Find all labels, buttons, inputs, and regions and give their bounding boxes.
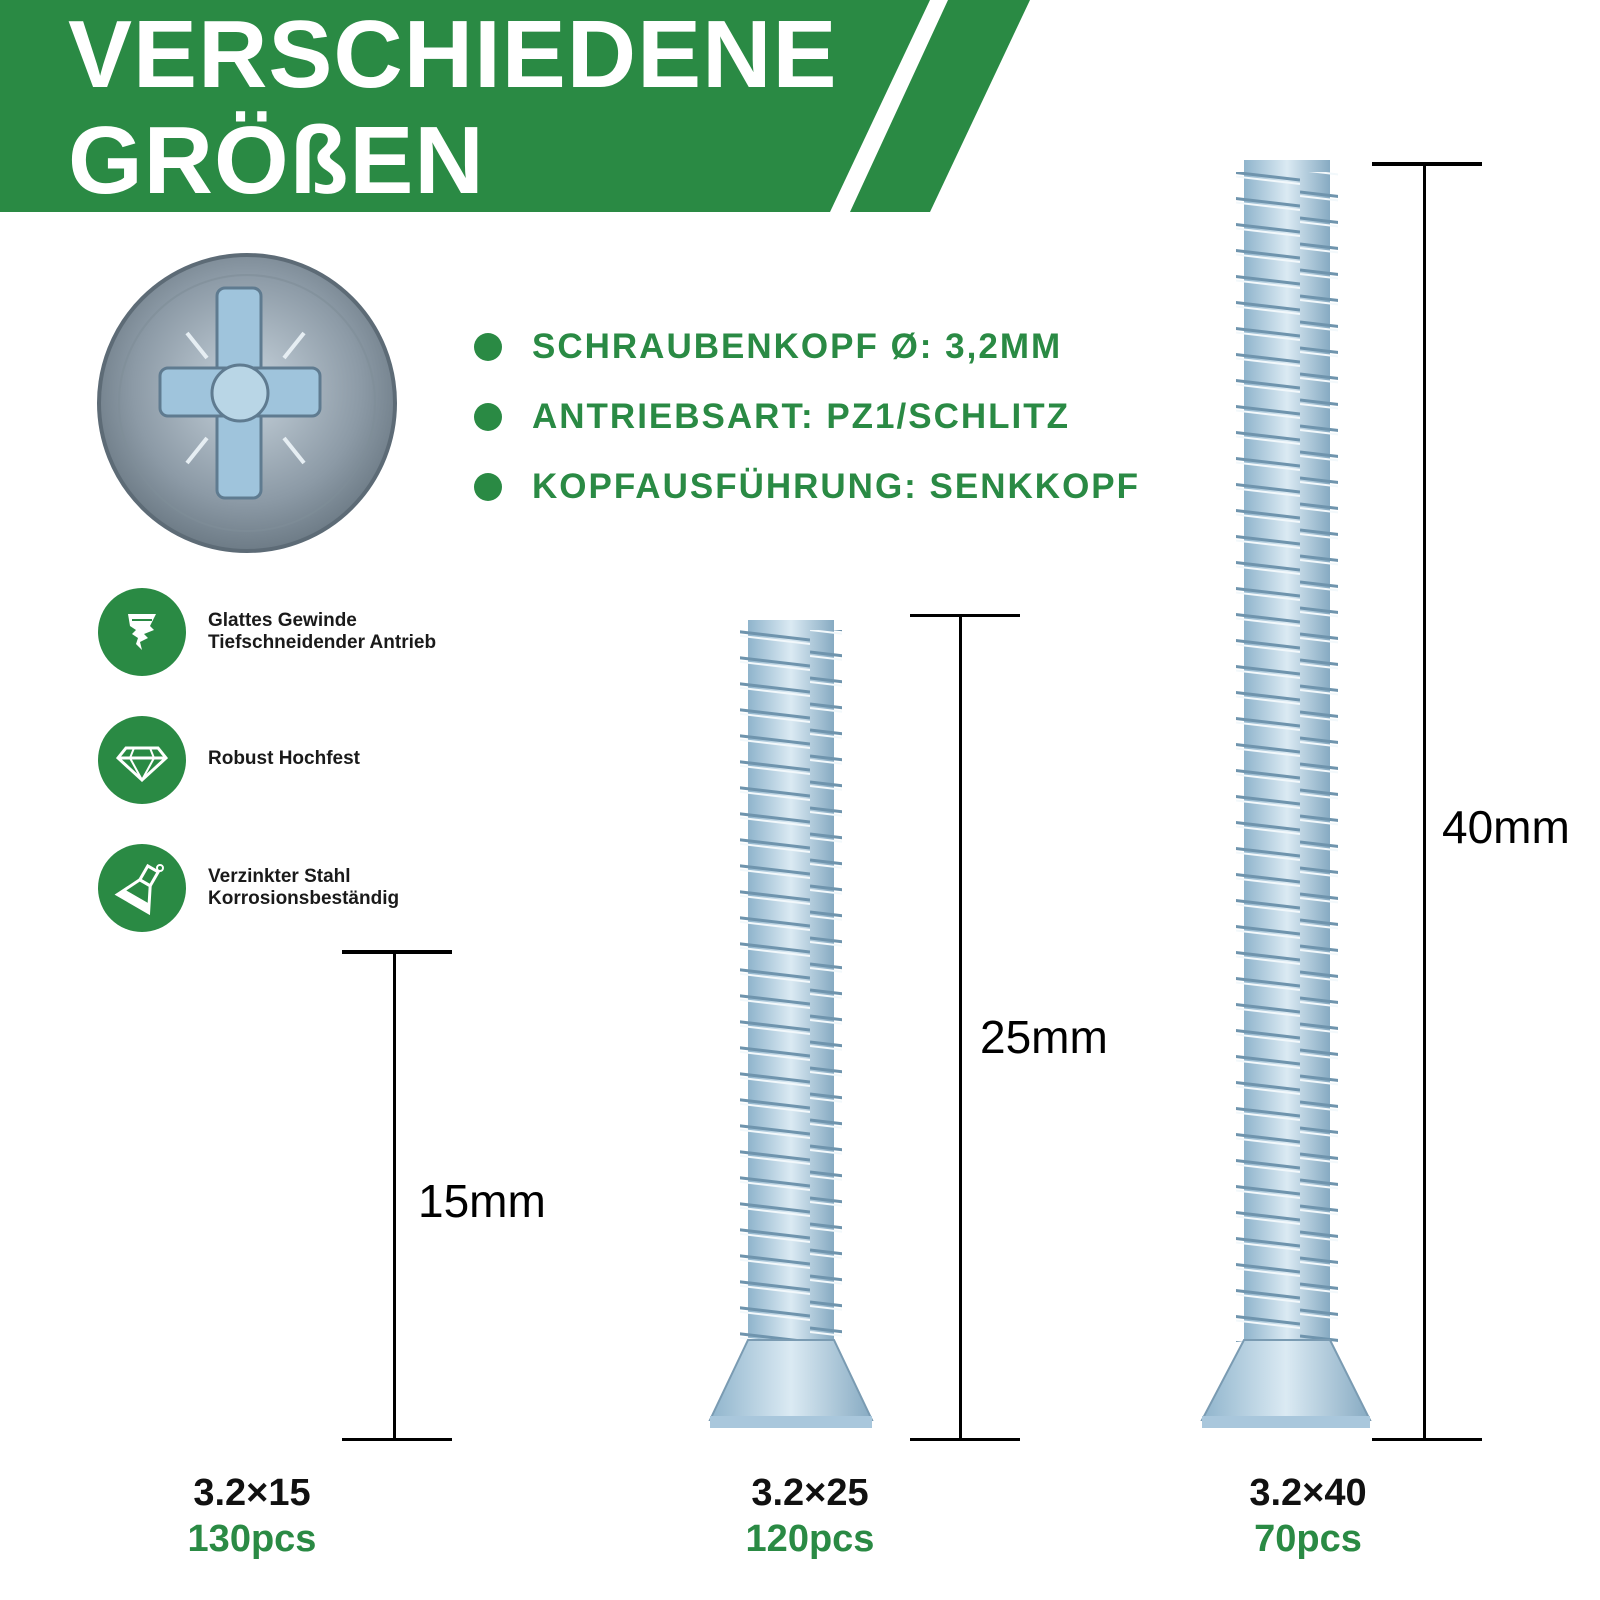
dimension-label: 25mm	[980, 1011, 1108, 1063]
size-quantity: 120pcs	[745, 1518, 875, 1560]
size-name: 3.2×25	[751, 1472, 869, 1514]
dimension-line-vertical	[393, 952, 396, 1441]
flask-icon	[98, 844, 186, 932]
spec-item	[474, 452, 1140, 522]
size-name: 3.2×15	[193, 1472, 311, 1514]
size-name: 3.2×40	[1249, 1472, 1367, 1514]
feature-text	[208, 866, 399, 910]
screw-icon	[98, 588, 186, 676]
feature-text	[208, 610, 436, 654]
feature-item	[98, 716, 436, 844]
dimension-line-top	[342, 950, 452, 954]
bullet-icon	[474, 473, 502, 501]
dimension-label: 40mm	[1442, 801, 1570, 853]
title-banner	[0, 0, 1060, 218]
diamond-icon	[98, 716, 186, 804]
dimension-line-top	[910, 614, 1020, 617]
size-label	[700, 1470, 920, 1562]
dimension-label: 15mm	[418, 1175, 546, 1227]
feature-line: Korrosionsbeständig	[208, 888, 400, 909]
spec-item	[474, 312, 1140, 382]
feature-text	[208, 748, 360, 770]
banner-title-line2: GRÖßEN	[68, 107, 485, 214]
dimension-line-vertical	[959, 615, 962, 1441]
feature-line: Tiefschneidender Antrieb	[208, 632, 437, 653]
size-quantity: 70pcs	[1254, 1518, 1362, 1560]
screw-image-40mm	[1180, 160, 1400, 1450]
screw-head-image	[92, 248, 402, 558]
feature-line: Robust Hochfest	[208, 748, 360, 769]
screw-image-25mm	[690, 620, 900, 1450]
size-quantity: 130pcs	[187, 1518, 317, 1560]
dimension-line-bottom	[342, 1438, 452, 1441]
size-label	[142, 1470, 362, 1562]
spec-text: KOPFAUSFÜHRUNG: SENKKOPF	[532, 467, 1141, 506]
spec-list	[474, 312, 1140, 522]
feature-line: Glattes Gewinde	[208, 610, 357, 631]
bullet-icon	[474, 333, 502, 361]
dimension-line-bottom	[910, 1438, 1020, 1441]
bullet-icon	[474, 403, 502, 431]
spec-text: ANTRIEBSART: PZ1/SCHLITZ	[532, 397, 1070, 436]
banner-title-line1: VERSCHIEDENE	[68, 1, 838, 108]
spec-item	[474, 382, 1140, 452]
spec-text: SCHRAUBENKOPF Ø: 3,2MM	[532, 327, 1063, 366]
banner-title	[68, 2, 838, 214]
feature-list	[98, 588, 436, 972]
feature-item	[98, 588, 436, 716]
size-label	[1198, 1470, 1418, 1562]
dimension-line-vertical	[1423, 164, 1426, 1441]
feature-line: Verzinkter Stahl	[208, 866, 351, 887]
